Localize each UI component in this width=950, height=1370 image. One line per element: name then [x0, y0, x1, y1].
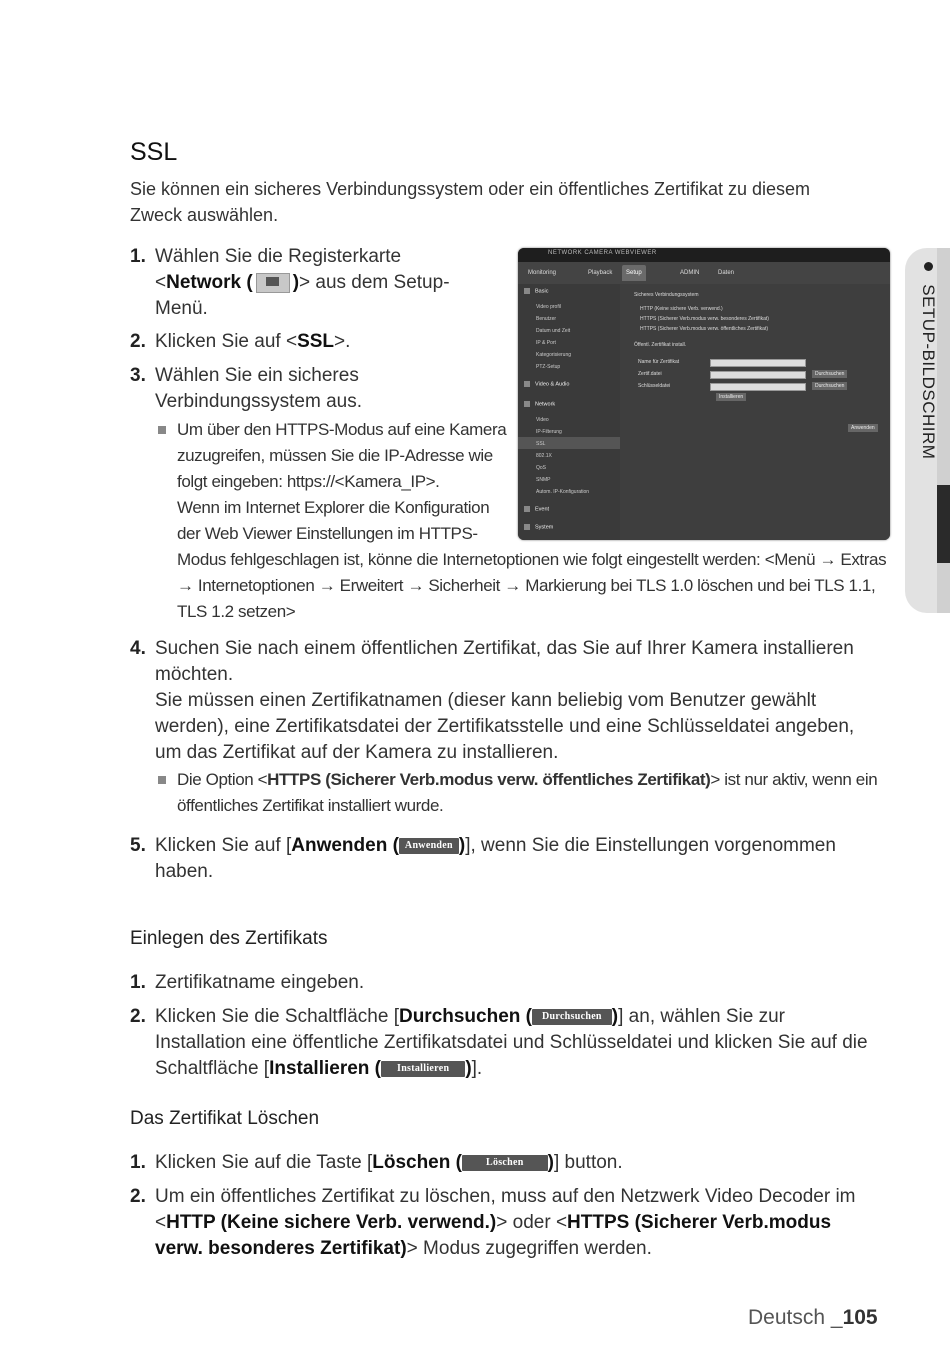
note-bullet-icon	[158, 776, 166, 784]
note-https: Um über den HTTPS-Modus auf eine Kamera zuzugreifen, müssen Sie die IP-Adresse wie folgt eingeben: https://<Kamera_IP>. Wenn im Internet Explorer die Konfiguration der Web Viewer Einstellungen im HTTPS- Modus fehlgeschlagen ist, könne die Internetoptionen wie folgt eingestellt werden: <Menü → Extras → Internetoptionen → Erweitert → Sicherheit → Markierung bei TLS 1.0 löschen und bei TLS 1.1, TLS 1.2 setzen>	[177, 417, 897, 625]
delete-step-1: 1. Klicken Sie auf die Taste [Löschen ( Löschen )] button.	[130, 1152, 623, 1173]
note-option: Die Option <HTTPS (Sicherer Verb.modus verw. öffentliches Zertifikat)> ist nur aktiv, wenn ein öffentliches Zertifikat installiert wurde.	[177, 767, 897, 819]
bullet-icon	[924, 262, 933, 271]
delete-heading: Das Zertifikat Löschen	[130, 1108, 320, 1129]
install-button-image: Installieren	[381, 1061, 465, 1077]
step-4: 4. Suchen Sie nach einem öffentlichen Zertifikat, das Sie auf Ihrer Kamera installieren möchten. Sie müssen einen Zertifikatnamen (dieser kann beliebig vom Benutzer gewählt werden), eine Zertifikatsdatei der Zertifikatsstelle und eine Schlüsseldatei angeben, um das Zertifikat auf der Kamera zu installieren.	[130, 638, 855, 763]
install-step-2: 2. Klicken Sie die Schaltfläche [Durchsuchen ( Durchsuchen )] an, wählen Sie zur Installation eine öffentliche Zertifikatsdatei und Schlüsseldatei und klicken Sie auf die Schaltfläche [Installieren ( Installieren )].	[130, 1006, 868, 1079]
install-heading: Einlegen des Zertifikats	[130, 928, 328, 949]
step-1: 1. Wählen Sie die Registerkarte <Network ( )> aus dem Setup- Menü.	[130, 246, 450, 319]
delete-step-2: 2. Um ein öffentliches Zertifikat zu löschen, muss auf den Netzwerk Video Decoder im <HTTP (Keine sichere Verb. verwend.)> oder <HTTPS (Sicherer Verb.modus verw. besonderes Zertifikat)> Modus zugegriffen werden.	[130, 1186, 856, 1259]
shot-tab-setup: Setup	[622, 265, 646, 281]
browse-button-image: Durchsuchen	[532, 1009, 612, 1025]
step-3: 3. Wählen Sie ein sicheres Verbindungssystem aus.	[130, 365, 363, 412]
shot-sidebar	[518, 284, 620, 540]
page-number: 105	[842, 1306, 878, 1329]
shot-content	[620, 284, 890, 540]
shot-tab-daten: Daten	[718, 270, 735, 276]
side-tab-marker	[937, 485, 950, 563]
step-5: 5. Klicken Sie auf [Anwenden ( Anwenden )], wenn Sie die Einstellungen vorgenommen haben.	[130, 835, 836, 882]
shot-tab-monitoring: Monitoring	[528, 270, 557, 276]
setup-screenshot: NETWORK CAMERA WEBVIEWER Monitoring Playback Setup ADMIN Daten Basic Video profil Benutzer Datum und Zeit IP & Port Kategorisierung PTZ-Setup Video & Audio Network Video IP-Filterung SSL 802.1X QoS SNMP Autom. IP-Konfiguration Event System Sicheres Verbindungssystem HTTP (Keine sichere Verb. verwend.) HTTPS (Sicherer Verb.modus verw. besonderes Zertifikat) HTTPS (Sicherer Verb.modus verw. öffentliches Zertifikat) Öffentl. Zertifikat install. Name für Zertifikat Zertif.datei Schlüsseldatei Durchsuchen Durchsuchen Installieren Anwenden	[518, 248, 890, 540]
page-footer: Deutsch _105	[748, 1306, 878, 1329]
step-2: 2. Klicken Sie auf <SSL>.	[130, 331, 351, 352]
intro-text: Sie können ein sicheres Verbindungssystem oder ein öffentliches Zertifikat zu diesem Zweck auswählen.	[130, 179, 811, 225]
side-tab-label: SETUP-BILDSCHIRM	[918, 262, 938, 522]
install-step-1: 1. Zertifikatname eingeben.	[130, 972, 365, 993]
apply-button-image: Anwenden	[399, 838, 459, 854]
section-title: SSL	[130, 138, 178, 166]
shot-tab-playback: Playback	[588, 270, 613, 276]
delete-button-image: Löschen	[462, 1155, 548, 1171]
note-bullet-icon	[158, 426, 166, 434]
network-tab-icon	[256, 273, 290, 293]
shot-tab-admin: ADMIN	[680, 270, 700, 276]
